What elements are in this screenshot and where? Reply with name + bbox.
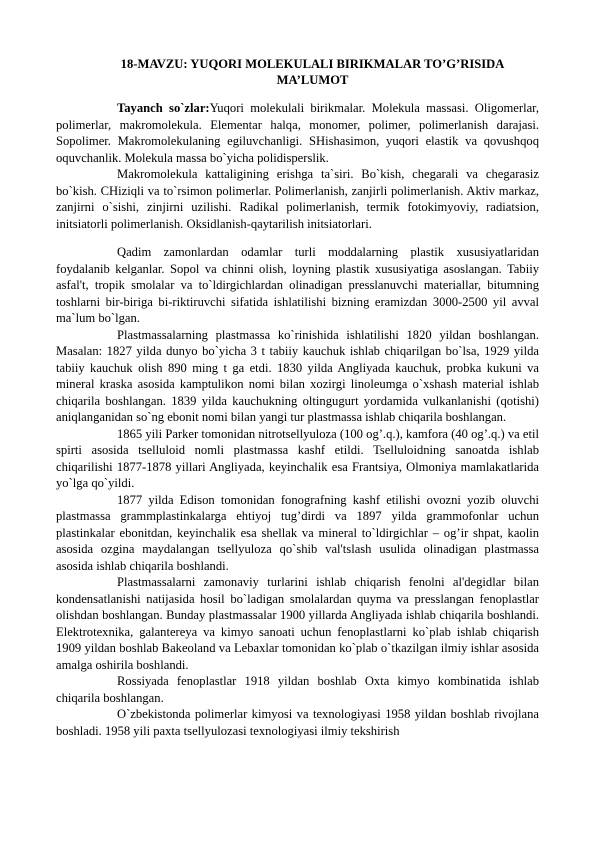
keywords-label: Tayanch so`zlar: xyxy=(117,101,210,115)
keywords-paragraph xyxy=(56,100,539,166)
body-paragraph-3: 1865 yili Parker tomonidan nitrotsellyuloza (100 og’.q.), kamfora (40 og’.q.) va etil spirti asosida tselluloid nomli plastmassa kashf etildi. Tselluloidning sanoatda ishlab chiqarilishi 1877-1878 yillari Angliyada, keyinchalik esa Frantsiya, Olmoniya mamlakatlarida yo`lga qo`yildi. xyxy=(56,426,539,490)
keywords-text: Yuqori molekulali birikmalar. Molekula massasi. Oligomerlar, polimerlar, makromolekula. Elementar halqa, monomer, polimer, polimerlanish darajasi. Sopolimer. Makromolekulaning egiluvchanligi. SHishasimon, yuqori elastik va qovushqoq oquvchanlik. Molekula massa bo`yicha polidisperslik. xyxy=(56,101,539,165)
body-paragraph-2: Plastmassalarning plastmassa ko`rinishida ishlatilishi 1820 yildan boshlangan. Masalan: 1827 yilda dunyo bo`yicha 3 t tabiiy kauchuk ishlab chiqarilgan bo`lsa, 1929 yilda tabiiy kauchuk olish 890 ming t ga etdi. 1830 yilda Angliyada kauchuk, probka kukuni va mineral kraska asosida kamptulikon nomi bilan xozirgi linoleumga o`xshash material ishlab chiqarila boshlangan. 1839 yilda kauchukning oltingugurt yordamida vulkanlanishi (qotishi) aniqlanganidan so`ng ebonit nomi bilan yangi tur plastmassa ishlab chiqarila boshlangan. xyxy=(56,327,539,424)
body-paragraph-1: Qadim zamonlardan odamlar turli moddalarning plastik xususiyatlaridan foydalanib kelganlar. Sopol va chinni olish, loyning plastik xususiyatiga asoslangan. Tabiiy asfal't, tropik smolalar va to`ldirgichlardan olinadigan presslanuvchi materiallar, bitumning toshlarni bir-biriga bi-riktiruvchi sifatida ishlatilishi bizning eramizdan 3000-2500 yil avval ma`lum bo`lgan. xyxy=(56,245,539,325)
body-paragraph-7: O`zbekistonda polimerlar kimyosi va texnologiyasi 1958 yildan boshlab rivojlana boshladi. 1958 yili paxta tsellyulozasi texnologiyasi ilmiy tekshirish xyxy=(56,707,539,738)
body-paragraph-6: Rossiyada fenoplastlar 1918 yildan boshlab Oxta kimyo kombinatida ishlab chiqarila boshlangan. xyxy=(56,674,539,705)
body-paragraph-4: 1877 yilda Edison tomonidan fonografning kashf etilishi ovozni yozib oluvchi plastmassa grammplastinkalarga ehtiyoj tug’dirdi va 1897 yilda grammofonlar uchun plastinkalar ebonitdan, keyinchalik esa shellak va mineral to`ldirgichlar – og’ir shpat, kaolin asosida ozgina maydalangan tsellyuloza qo`shib val'tslash usulida olinadigan plastmassa asosida ishlab chiqarila boshlandi. xyxy=(56,492,539,573)
body-paragraph-5: Plastmassalarni zamonaviy turlarini ishlab chiqarish fenolni al'degidlar bilan kondensatlanishi natijasida hosil bo`ladigan smolalardan quyma va presslangan fenoplastlar olishdan boshlangan. Bunday plastmassalar 1900 yillarda Angliyada ishlab chiqarila boshlandi. Elektrotexnika, galantereya va kimyo sanoati uchun fenoplastlarni ko`plab ishlab chiqarish 1909 yildan boshlab Bakeoland va Lebaxlar tomonidan ko`plab o`tkazilgan ilmiy ishlar asosida amalga oshirila boshlandi. xyxy=(56,575,539,672)
page-title: 18-MAVZU: YUQORI MOLEKULALI BIRIKMALAR TO’G’RISIDA MA’LUMOT xyxy=(120,57,505,87)
paragraph-gap xyxy=(56,232,539,244)
keywords-paragraph-2: Makromolekula kattaligining erishga ta`siri. Bo`kish, chegarali va chegarasiz bo`kish. CHiziqli va to`rsimon polimerlar. Polimerlanish, zanjirli polimerlanish. Aktiv markaz, zanjirni o`sishi, zinjirni uzilishi. Radikal polimerlanish, termik fotokimyoviy, radiatsion, initsiatorli polimerlanish. Oksidlanish-qaytarilish initsiatorlari. xyxy=(56,167,539,231)
